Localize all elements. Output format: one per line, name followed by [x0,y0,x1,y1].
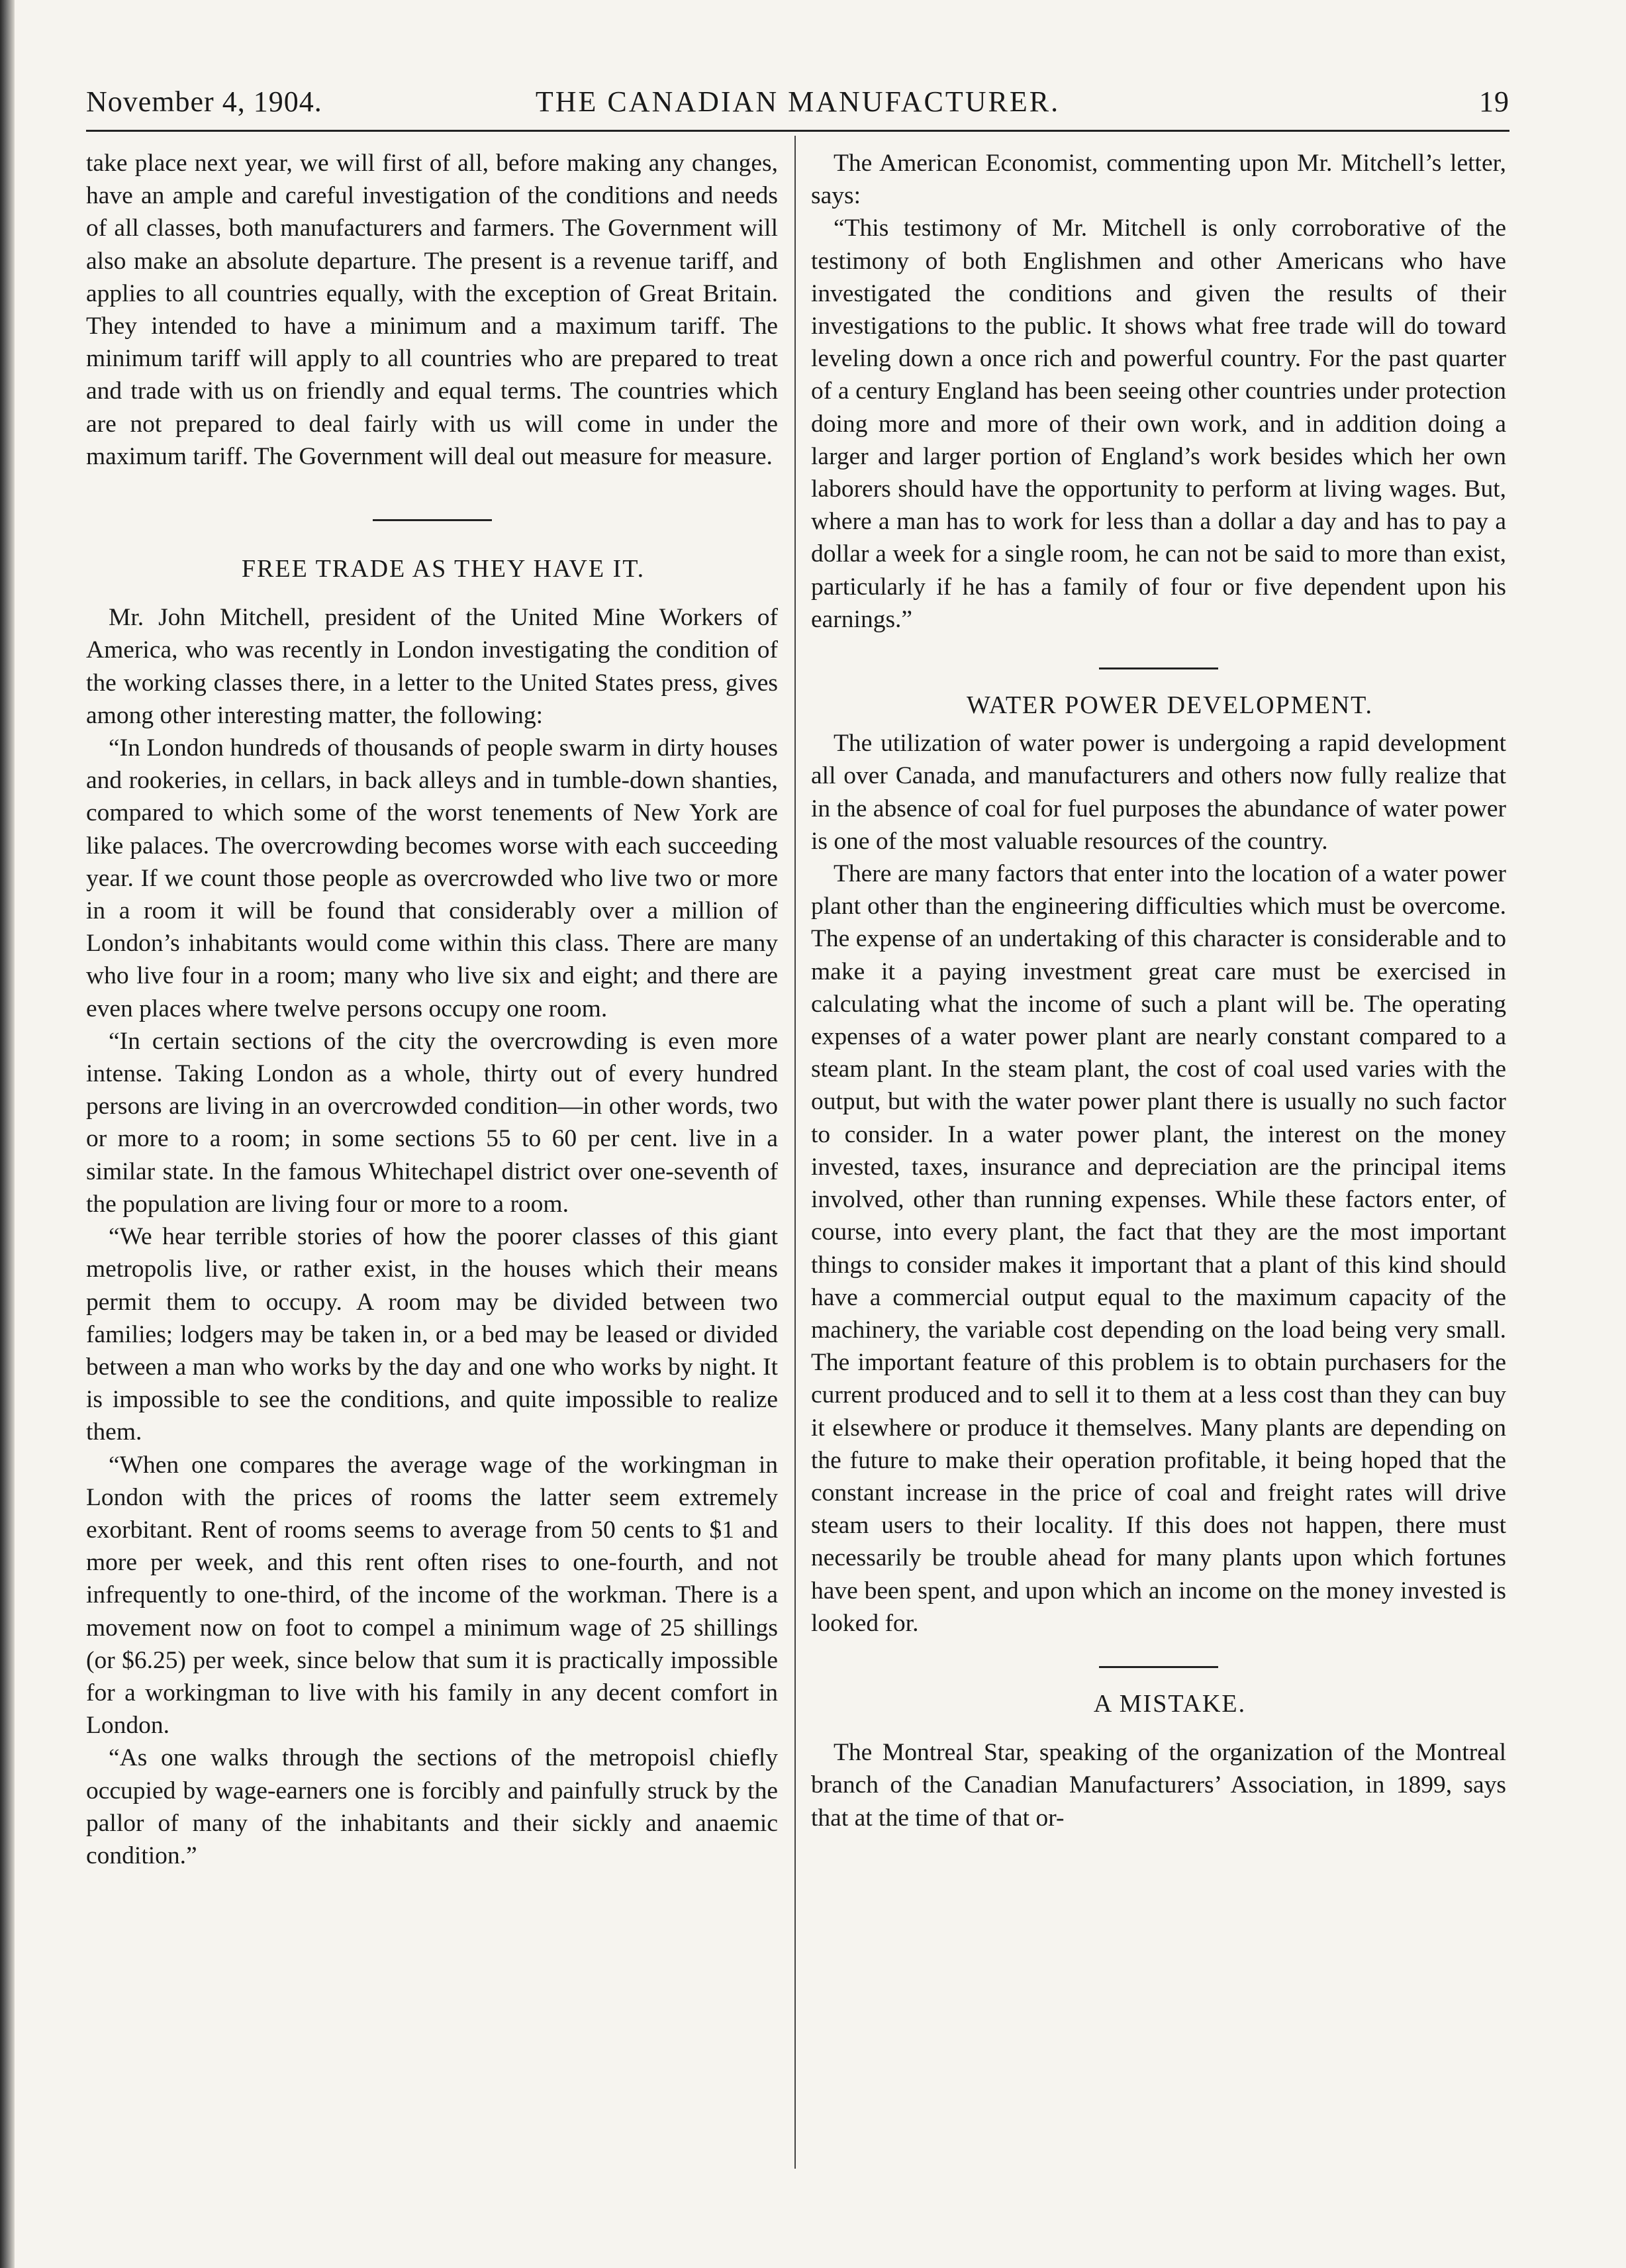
binding-edge [0,0,15,2268]
free-trade-heading: FREE TRADE AS THEY HAVE IT. [241,555,646,583]
column-divider [794,136,796,2169]
header-rule [86,130,1509,132]
intro-paragraph: take place next year, we will first of all, before making any changes, have an ample and careful investigation of the conditions and needs of all classes, both manufacturers and farmers. The Government will also make an absolute departure. The present is a revenue tariff, and applies to all countries equally, with the exception of Great Britain. They intended to have a minimum and a maximum tariff. The minimum tariff will apply to all countries who are prepared to treat and trade with us on friendly and equal terms. The countries which are not prepared to deal fairly with us will come in under the maximum tariff. The Government will deal out measure for measure. [86,150,778,470]
article-paragraph: The American Economist, commenting upon Mr. Mitchell’s letter, says: [811,150,1506,210]
article-paragraph: “This testimony of Mr. Mitchell is only corroborative of the testimony of both Englishmen and other Americans who have investigated the conditions and given the results of their investigations to the public. It shows what free trade will do toward leveling down a once rich and powerful country. For the past quarter of a century England has been seeing other countries under protection doing more and more of their own work, and in addition doing a larger and larger portion of England’s work besides which her own laborers should have the opportunity to perform at living wages. But, where a man has to work for less than a dollar a day and has to pay a dollar a week for a single room, he can not be said to more than exist, particularly if he has a family of four or five dependent upon his earnings.” [811,215,1506,633]
article-paragraph: “We hear terrible stories of how the poorer classes of this giant metropolis live, or rather exist, in the houses which their means permit them to occupy. A room may be divided between two families; lodgers may be taken in, or a bed may be leased or divided between a man who works by the day and one who works by night. It is impossible to see the conditions, and quite impossible to realize them. [86,1223,778,1446]
issue-date: November 4, 1904. [86,85,322,118]
left-column [86,147,778,1872]
publication-title: THE CANADIAN MANUFACTURER. [535,85,1061,118]
article-paragraph: “As one walks through the sections of the metropoisl chiefly occupied by wage-earners one is forcibly and painfully struck by the pallor of many of the inhabitants and their sickly and anaemic condition.” [86,1744,778,1869]
page-number: 19 [1479,85,1509,118]
article-paragraph: “In London hundreds of thousands of people swarm in dirty houses and rookeries, in cellars, in back alleys and in tumble-down shanties, compared to which some of the worst tenements of New York are like palaces. The overcrowding becomes worse with each succeeding year. If we count those people as overcrowded who live two or more in a room it will be found that considerably over a million of London’s inhabitants would come within this class. There are many who live four in a room; many who live six and eight; and there are even places where twelve persons occupy one room. [86,734,778,1022]
right-column [811,147,1506,1834]
mistake-heading: A MISTAKE. [1093,1689,1247,1718]
article-paragraph: The Montreal Star, speaking of the organization of the Montreal branch of the Canadian Manufacturers’ Association, in 1899, says that at the time of that or- [811,1739,1506,1832]
article-paragraph: There are many factors that enter into the location of a water power plant other than the engineering difficulties which must be overcome. The expense of an undertaking of this character is considerable and to make it a paying investment great care must be exercised in calculating what the income of such a plant will be. The operating expenses of a water power plant are nearly constant compared to a steam plant. In the steam plant, the cost of coal used varies with the output, but with the water power plant there is usually no such factor to consider. In a water power plant, the interest on the money invested, taxes, insurance and depreciation are the principal items involved, other than running expenses. While these factors enter, of course, into every plant, the fact that they are the most important things to consider makes it important that a plant of this kind should have a commercial output equal to the maximum capacity of the machinery, the variable cost depending on the load being very small. The important feature of this problem is to obtain purchasers for the current produced and to sell it to them at a less cost than they can buy it elsewhere or produce it themselves. Many plants are depending on the future to make their operation profitable, it being hoped that the constant increase in the price of coal and freight rates will drive steam users to their locality. If this does not happen, there must necessarily be trouble ahead for many plants upon which fortunes have been spent, and upon which an income on the money invested is looked for. [811,860,1506,1637]
article-paragraph: The utilization of water power is undergoing a rapid development all over Canada, and manufacturers and others now fully realize that in the absence of coal for fuel purposes the abundance of water power is one of the most valuable resources of the country. [811,730,1506,855]
article-paragraph: Mr. John Mitchell, president of the United Mine Workers of America, who was recently in London investigating the condition of the working classes there, in a letter to the United States press, gives among other interesting matter, the following: [86,604,778,729]
article-paragraph: “In certain sections of the city the overcrowding is even more intense. Taking London as a whole, thirty out of every hundred persons are living in an overcrowded condition—in other words, two or more to a room; in some sections 55 to 60 per cent. live in a similar state. In the famous Whitechapel district over one-seventh of the population are living four or more to a room. [86,1027,778,1218]
article-paragraph: “When one compares the average wage of the workingman in London with the prices of rooms the latter seem extremely exorbitant. Rent of rooms seems to average from 50 cents to $1 and more per week, and this rent often rises to one-fourth, and not infrequently to one-third, of the income of the workman. There is a movement now on foot to compel a minimum wage of 25 shillings (or $6.25) per week, since below that sum it is practically impossible for a workingman to live with his family in any decent comfort in London. [86,1451,778,1740]
page-header [86,85,1509,124]
water-power-heading: WATER POWER DEVELOPMENT. [966,691,1374,720]
